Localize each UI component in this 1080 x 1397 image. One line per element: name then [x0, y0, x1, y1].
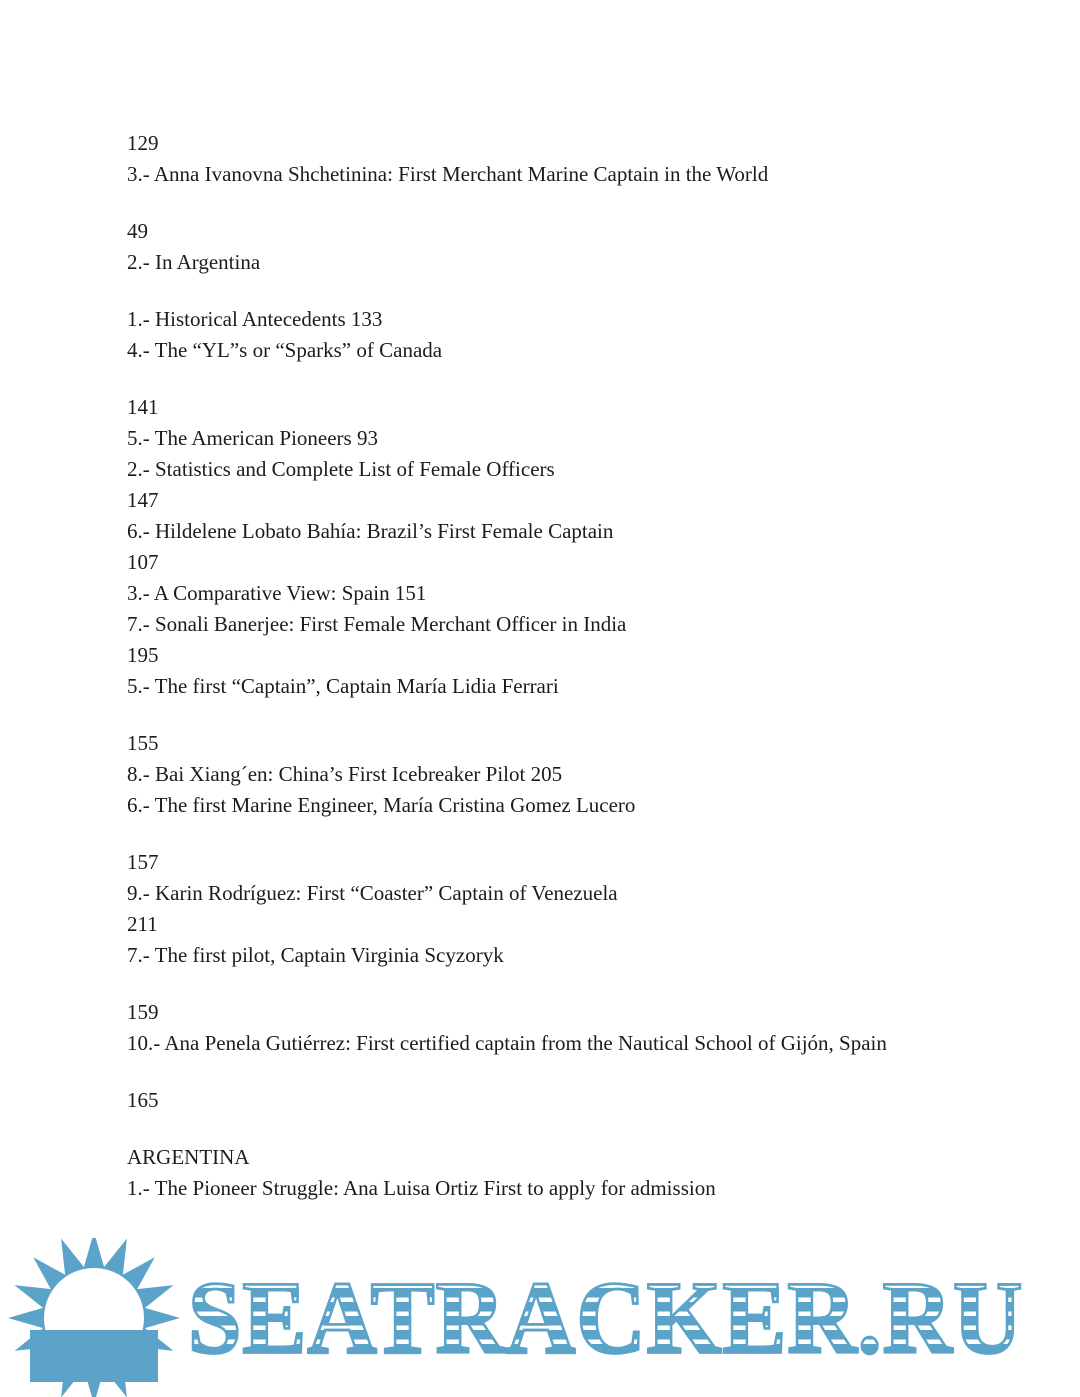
- blank-line: [127, 821, 955, 847]
- toc-line: 141: [127, 395, 159, 419]
- toc-line: 6.- The first Marine Engineer, María Cristina Gomez Lucero: [127, 793, 636, 817]
- toc-line: 5.- The American Pioneers 93: [127, 426, 378, 450]
- blank-line: [127, 366, 955, 392]
- toc-line: 195: [127, 643, 159, 667]
- toc-line: 10.- Ana Penela Gutiérrez: First certified captain from the Nautical School of Gijón, Spain: [127, 1031, 887, 1055]
- blank-line: [127, 1059, 955, 1085]
- blank-line: [127, 971, 955, 997]
- blank-line: [127, 278, 955, 304]
- toc-line: 6.- Hildelene Lobato Bahía: Brazil’s First Female Captain: [127, 519, 614, 543]
- toc-line: 3.- A Comparative View: Spain 151: [127, 581, 427, 605]
- toc-line: 1.- The Pioneer Struggle: Ana Luisa Ortiz First to apply for admission: [127, 1176, 716, 1200]
- toc-line: 4.- The “YL”s or “Sparks” of Canada: [127, 338, 443, 362]
- toc-line: 155: [127, 731, 159, 755]
- toc-line: 9.- Karin Rodríguez: First “Coaster” Captain of Venezuela: [127, 881, 618, 905]
- blank-line: [127, 190, 955, 216]
- toc-line: 157: [127, 850, 159, 874]
- toc-line: 7.- The first pilot, Captain Virginia Scyzoryk: [127, 943, 504, 967]
- toc-line: 159: [127, 1000, 159, 1024]
- toc-line: 211: [127, 912, 158, 936]
- sun-base: [30, 1330, 158, 1382]
- toc-line: 2.- Statistics and Complete List of Female Officers: [127, 457, 555, 481]
- toc-line: 3.- Anna Ivanovna Shchetinina: First Merchant Marine Captain in the World: [127, 162, 769, 186]
- toc-line: 5.- The first “Captain”, Captain María Lidia Ferrari: [127, 674, 559, 698]
- watermark: [0, 1238, 1080, 1397]
- toc-line: 2.- In Argentina: [127, 250, 261, 274]
- toc-line: 49: [127, 219, 148, 243]
- blank-line: [127, 1116, 955, 1142]
- toc-line: 7.- Sonali Banerjee: First Female Merchant Officer in India: [127, 612, 627, 636]
- blank-line: [127, 702, 955, 728]
- watermark-text: SEATRACKER.RU: [188, 1232, 1080, 1397]
- toc-line: 1.- Historical Antecedents 133: [127, 307, 383, 331]
- toc-line: 8.- Bai Xiang´en: China’s First Icebreaker Pilot 205: [127, 762, 563, 786]
- toc-line: 107: [127, 550, 159, 574]
- sun-logo-icon: [0, 1238, 188, 1397]
- toc-line: 129: [127, 131, 159, 155]
- toc-line: 165: [127, 1088, 159, 1112]
- toc-line: 147: [127, 488, 159, 512]
- toc-lines: [127, 128, 955, 1204]
- toc-line: ARGENTINA: [127, 1145, 250, 1169]
